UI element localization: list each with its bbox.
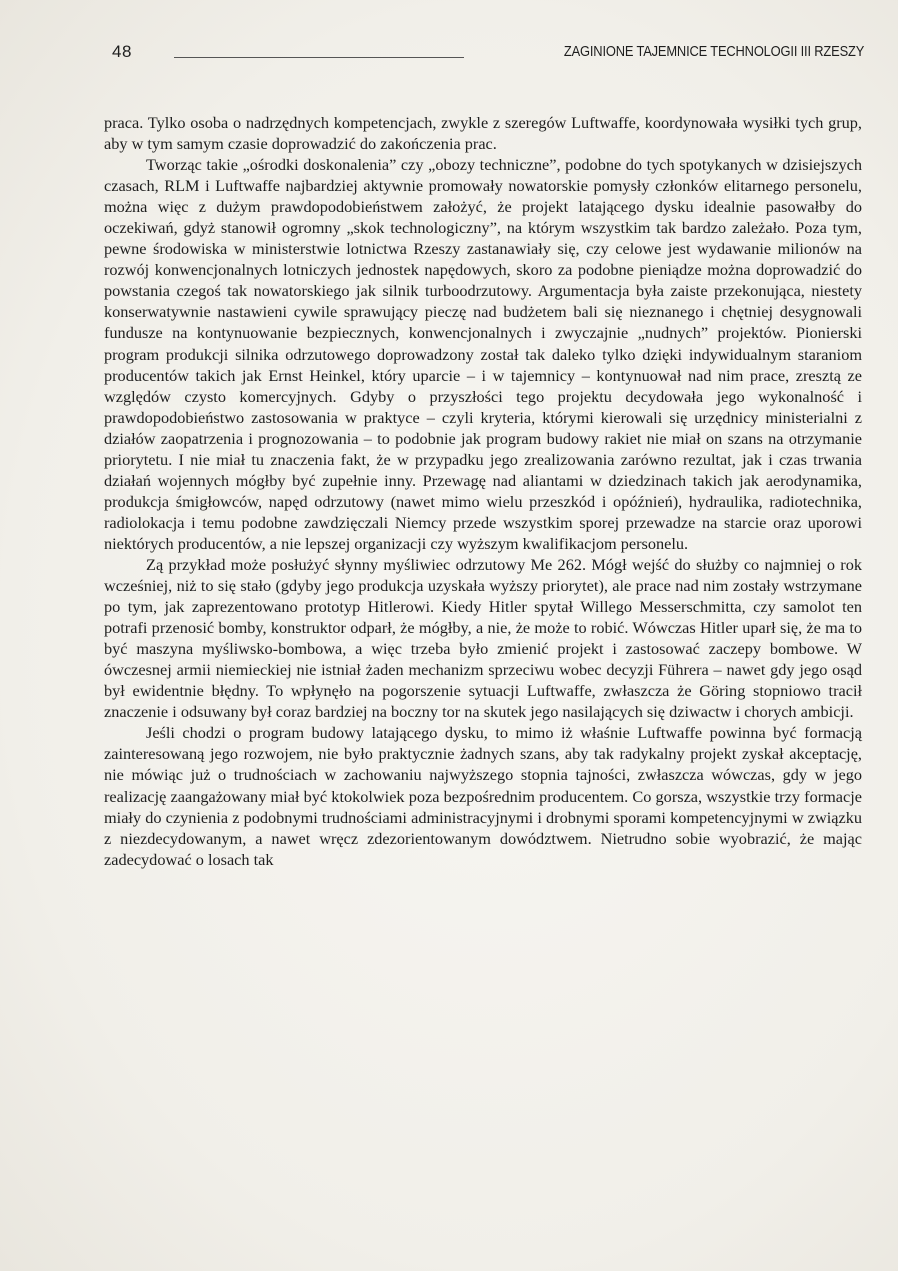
header-rule [174,57,464,58]
paragraph-continued: praca. Tylko osoba o nadrzędnych kompetencjach, zwykle z szeregów Luftwaffe, koordynowała wysiłki tych grup, aby w tym samym czasie doprowadzić do zakończenia prac. [104,113,862,154]
page-header [112,38,864,62]
body-text [104,112,862,870]
paragraph: Jeśli chodzi o program budowy latającego dysku, to mimo iż właśnie Luftwaffe powinna być formacją zainteresowaną jego rozwojem, nie było praktycznie żadnych szans, aby tak radykalny projekt zyskał akceptację, nie mówiąc już o trudnościach w zachowaniu najwyższego stopnia tajności, zwłaszcza wówczas, gdy w jego realizację zaangażowany miał być ktokolwiek poza bezpośrednim producentem. Co gorsza, wszystkie trzy formacje miały do czynienia z podobnymi trudnościami administracyjnymi i drobnymi sporami kompetencyjnymi w związku z niezdecydowanym, a nawet wręcz zdezorientowanym dowództwem. Nietrudno sobie wyobrazić, że mając zadecydować o losach tak [104,723,862,869]
page-number: 48 [112,42,132,61]
paragraph: Zą przykład może posłużyć słynny myśliwiec odrzutowy Me 262. Mógł wejść do służby co najmniej o rok wcześniej, niż to się stało (gdyby jego produkcja uzyskała wyższy priorytet), ale prace nad nim zostały wstrzymane po tym, jak zaprezentowano prototyp Hitlerowi. Kiedy Hitler spytał Willego Messerschmitta, czy samolot ten potrafi przenosić bomby, konstruktor odparł, że mógłby, a nie, że może to robić. Wówczas Hitler uparł się, że ma to być maszyna myśliwsko-bombowa, a więc trzeba było zmienić projekt i zastosować zaczepy bombowe. W ówczesnej armii niemieckiej nie istniał żaden mechanizm sprzeciwu wobec decyzji Führera – nawet gdy jego osąd był ewidentnie błędny. To wpłynęło na pogorszenie sytuacji Luftwaffe, zwłaszcza że Göring stopniowo tracił znaczenie i odsuwany był coraz bardziej na boczny tor na skutek jego nasilających się dziwactw i chorych ambicji. [104,554,862,722]
paragraph: Tworząc takie „ośrodki doskonalenia” czy „obozy techniczne”, podobne do tych spotykanych w dzisiejszych czasach, RLM i Luftwaffe najbardziej aktywnie promowały nowatorskie pomysły członków elitarnego personelu, można więc z dużym prawdopodobieństwem założyć, że projekt latającego dysku idealnie pasowałby do oczekiwań, gdyż stanowił ogromny „skok technologiczny”, na którym wszystkim tak bardzo zależało. Poza tym, pewne środowiska w ministerstwie lotnictwa Rzeszy zastanawiały się, czy celowe jest wydawanie milionów na rozwój konwencjonalnych lotniczych jednostek napędowych, skoro za podobne pieniądze można doprowadzić do powstania czegoś tak nowatorskiego jak silnik turboodrzutowy. Argumentacja była zaiste przekonująca, niestety konserwatywnie nastawieni cywile sprawujący pieczę nad budżetem bali się nieznanego i chętniej desygnowali fundusze na kontynuowanie bezpiecznych, konwencjonalnych i zwyczajnie „nudnych” projektów. Pionierski program produkcji silnika odrzutowego doprowadzony został tak daleko tylko dzięki indywidualnym staraniom producentów takich jak Ernst Heinkel, który uparcie – i w tajemnicy – kontynuował nad nim prace, zresztą ze względów czysto komercyjnych. Gdyby o przyszłości tego projektu decydowała jego wykonalność i prawdopodobieństwo zastosowania w praktyce – czyli kryteria, którymi kierowali się urzędnicy ministerialni z działów zaopatrzenia i prognozowania – to podobnie jak program budowy rakiet nie miał on szans na otrzymanie priorytetu. I nie miał tu znaczenia fakt, że w przypadku jego zrealizowania zarówno rezultat, jak i czas trwania działań wojennych mógłby być zupełnie inny. Przewagę nad aliantami w dziedzinach takich jak aerodynamika, produkcja śmigłowców, napęd odrzutowy (nawet mimo wielu przeszkód i opóźnień), hydraulika, radiotechnika, radiolokacja i temu podobne zawdzięczali Niemcy przede wszystkim sporej przewadze na starcie oraz uporowi niektórych producentów, a nie lepszej organizacji czy wyższym kwalifikacjom personelu. [104,155,862,553]
running-title: ZAGINIONE TAJEMNICE TECHNOLOGII III RZESZY [563,43,864,60]
